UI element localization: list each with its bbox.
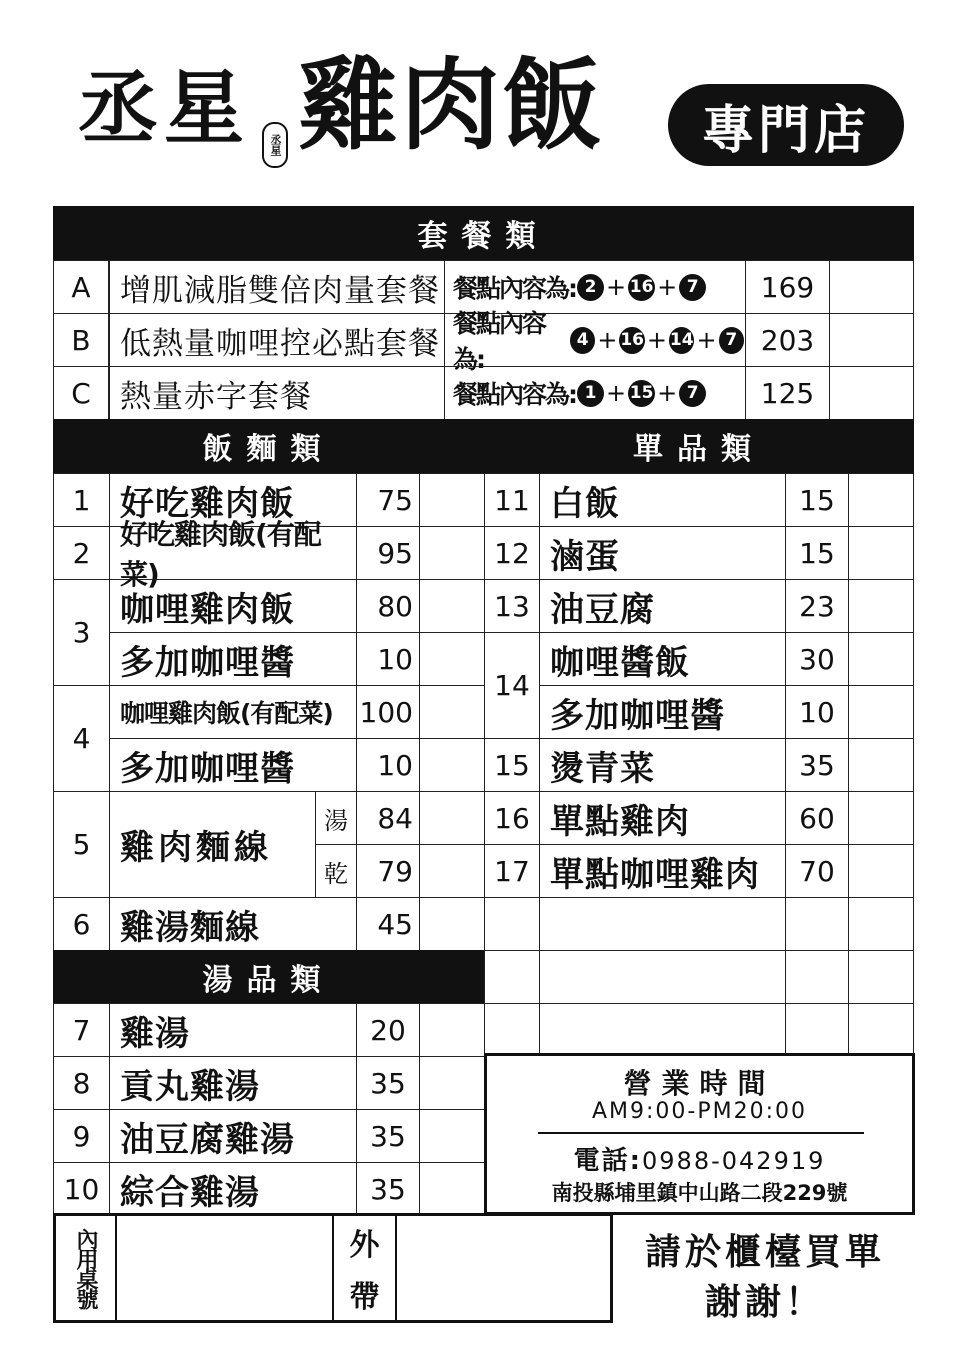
takeout-field[interactable] — [397, 1216, 610, 1320]
menu-name: 白飯 — [539, 473, 786, 527]
order-qty-box — [419, 685, 485, 739]
set-contents-label: 餐點內容為: — [453, 380, 576, 409]
menu-name: 單點雞肉 — [539, 791, 786, 845]
menu-price: 79 — [356, 844, 420, 898]
menu-price: 35 — [356, 1162, 420, 1216]
menu-price: 30 — [785, 632, 849, 686]
order-qty-box — [848, 579, 914, 633]
set-name: 增肌減脂雙倍肉量套餐 — [109, 260, 445, 314]
order-qty-box — [419, 897, 485, 951]
set-code: C — [53, 366, 109, 420]
set-contents-label: 餐點內容為: — [453, 274, 576, 303]
item-number-badge: 14 — [669, 327, 694, 354]
set-contents — [444, 309, 746, 374]
address-text: 南投縣埔里鎮中山路二段229號 — [551, 1181, 848, 1205]
set-code: B — [53, 313, 109, 367]
dine-in-text: 內用桌號 — [73, 1228, 98, 1308]
menu-code: 4 — [53, 685, 110, 792]
order-qty-box — [419, 526, 485, 580]
menu-code: 13 — [484, 579, 540, 633]
plus-sign: + — [657, 379, 678, 407]
plus-sign: + — [597, 326, 618, 354]
divider — [538, 1132, 864, 1134]
menu-code: 8 — [53, 1056, 110, 1110]
menu-code: 12 — [484, 526, 540, 580]
menu-code: 15 — [484, 738, 540, 792]
variant-soup-label: 湯 — [315, 791, 357, 845]
phone-line — [484, 1140, 915, 1177]
menu-code: 11 — [484, 473, 540, 527]
menu-addon-price: 10 — [356, 738, 420, 792]
order-qty-box — [419, 1109, 485, 1163]
menu-addon-price: 10 — [785, 685, 849, 739]
menu-name: 雞肉麵線 — [109, 791, 316, 898]
item-number-badge: 15 — [628, 380, 655, 407]
order-qty-box — [419, 473, 485, 527]
takeout-label — [334, 1216, 397, 1320]
menu-code: 3 — [53, 579, 110, 686]
order-qty-box — [419, 579, 485, 633]
menu-addon-price: 10 — [356, 632, 420, 686]
menu-code: 10 — [53, 1162, 110, 1216]
item-number-badge: 4 — [570, 327, 595, 354]
empty-cell — [785, 950, 849, 1004]
order-qty-box — [419, 791, 485, 845]
set-name: 低熱量咖哩控必點套餐 — [109, 313, 445, 367]
thanks-text: 謝謝！ — [704, 1282, 825, 1323]
order-qty-box — [419, 632, 485, 686]
item-number-badge: 2 — [577, 274, 604, 301]
order-qty-box — [848, 791, 914, 845]
menu-price: 95 — [356, 526, 420, 580]
plus-sign: + — [657, 273, 678, 301]
menu-addon-name: 多加咖哩醬 — [539, 685, 786, 739]
menu-code: 9 — [53, 1109, 110, 1163]
plus-sign: + — [606, 379, 627, 407]
order-qty-box — [848, 738, 914, 792]
takeout-char-1: 外 — [349, 1228, 380, 1263]
menu-name: 油豆腐 — [539, 579, 786, 633]
menu-name: 滷蛋 — [539, 526, 786, 580]
menu-price: 35 — [785, 738, 849, 792]
menu-addon-name: 多加咖哩醬 — [109, 632, 357, 686]
order-qty-box — [419, 738, 485, 792]
empty-cell — [848, 950, 914, 1004]
takeout-char-2: 帶 — [349, 1280, 380, 1315]
item-number-badge: 16 — [628, 274, 655, 301]
menu-name: 綜合雞湯 — [109, 1162, 357, 1216]
variant-dry-label: 乾 — [315, 844, 357, 898]
pay-notice: 請於櫃檯買單 — [644, 1232, 885, 1273]
item-number-badge: 1 — [577, 380, 604, 407]
order-qty-box — [848, 844, 914, 898]
store-type-badge: 專門店 — [668, 84, 904, 166]
menu-price: 45 — [356, 897, 420, 951]
soup-heading: 湯品類 — [53, 950, 484, 1004]
menu-name: 單點咖哩雞肉 — [539, 844, 786, 898]
empty-cell — [785, 897, 849, 951]
empty-cell — [484, 897, 540, 951]
order-qty-box — [829, 313, 914, 367]
plus-sign: + — [696, 326, 717, 354]
single-heading: 單品類 — [484, 419, 914, 473]
menu-name: 貢丸雞湯 — [109, 1056, 357, 1110]
menu-name: 咖哩雞肉飯(有配菜) — [109, 685, 357, 739]
menu-name: 燙青菜 — [539, 738, 786, 792]
menu-price: 100 — [356, 685, 420, 739]
set-contents — [444, 366, 746, 420]
menu-code: 1 — [53, 473, 110, 527]
set-name: 熱量赤字套餐 — [109, 366, 445, 420]
menu-price: 70 — [785, 844, 849, 898]
item-number-badge: 7 — [679, 380, 706, 407]
empty-cell — [539, 1003, 786, 1055]
menu-name: 油豆腐雞湯 — [109, 1109, 357, 1163]
order-qty-box — [419, 1162, 485, 1216]
order-qty-box — [829, 366, 914, 420]
order-qty-box — [829, 260, 914, 314]
empty-cell — [484, 1003, 540, 1055]
plus-sign: + — [646, 326, 667, 354]
order-qty-box — [419, 844, 485, 898]
menu-price: 84 — [356, 791, 420, 845]
menu-name: 好吃雞肉飯(有配菜) — [109, 526, 357, 580]
brand-seal: 丞星 — [262, 122, 288, 168]
set-price: 169 — [745, 260, 830, 314]
menu-name: 好吃雞肉飯 — [109, 473, 357, 527]
menu-name: 雞湯 — [109, 1003, 357, 1057]
empty-cell — [539, 950, 786, 1004]
brand-logo: 丞星 — [78, 61, 250, 155]
menu-price: 35 — [356, 1109, 420, 1163]
sets-heading: 套餐類 — [53, 206, 914, 260]
order-qty-box — [419, 1003, 485, 1057]
empty-cell — [848, 1003, 914, 1055]
menu-name: 咖哩醬飯 — [539, 632, 786, 686]
item-number-badge: 7 — [679, 274, 706, 301]
order-qty-box — [419, 1056, 485, 1110]
set-contents-label: 餐點內容為: — [453, 309, 546, 374]
item-number-badge: 7 — [719, 327, 744, 354]
menu-code: 6 — [53, 897, 110, 951]
menu-code: 16 — [484, 791, 540, 845]
item-number-badge: 16 — [619, 327, 644, 354]
menu-code: 5 — [53, 791, 110, 898]
phone-label: 電話: — [573, 1146, 643, 1176]
menu-code: 14 — [484, 632, 540, 739]
table-number-field[interactable] — [117, 1216, 334, 1320]
empty-cell — [539, 897, 786, 951]
dine-in-label — [56, 1216, 117, 1320]
menu-name: 咖哩雞肉飯 — [109, 579, 357, 633]
order-qty-box — [848, 526, 914, 580]
menu-price: 15 — [785, 473, 849, 527]
order-qty-box — [848, 473, 914, 527]
menu-price: 35 — [356, 1056, 420, 1110]
empty-cell — [785, 1003, 849, 1055]
set-code: A — [53, 260, 109, 314]
menu-price: 80 — [356, 579, 420, 633]
menu-code: 7 — [53, 1003, 110, 1057]
page-title: 雞肉飯 — [298, 46, 604, 164]
order-qty-box — [848, 685, 914, 739]
menu-addon-name: 多加咖哩醬 — [109, 738, 357, 792]
menu-price: 20 — [356, 1003, 420, 1057]
order-qty-box — [848, 632, 914, 686]
hours-text: AM9:00-PM20:00 — [591, 1099, 808, 1124]
menu-price: 75 — [356, 473, 420, 527]
menu-price: 15 — [785, 526, 849, 580]
set-price: 125 — [745, 366, 830, 420]
menu-code: 2 — [53, 526, 110, 580]
menu-name: 雞湯麵線 — [109, 897, 357, 951]
hours-title: 營業時間 — [623, 1067, 776, 1100]
rice-heading: 飯麵類 — [53, 419, 484, 473]
menu-price: 23 — [785, 579, 849, 633]
phone-number: 0988-042919 — [642, 1147, 826, 1175]
empty-cell — [848, 897, 914, 951]
empty-cell — [484, 950, 540, 1004]
set-price: 203 — [745, 313, 830, 367]
menu-code: 17 — [484, 844, 540, 898]
plus-sign: + — [606, 273, 627, 301]
menu-price: 60 — [785, 791, 849, 845]
